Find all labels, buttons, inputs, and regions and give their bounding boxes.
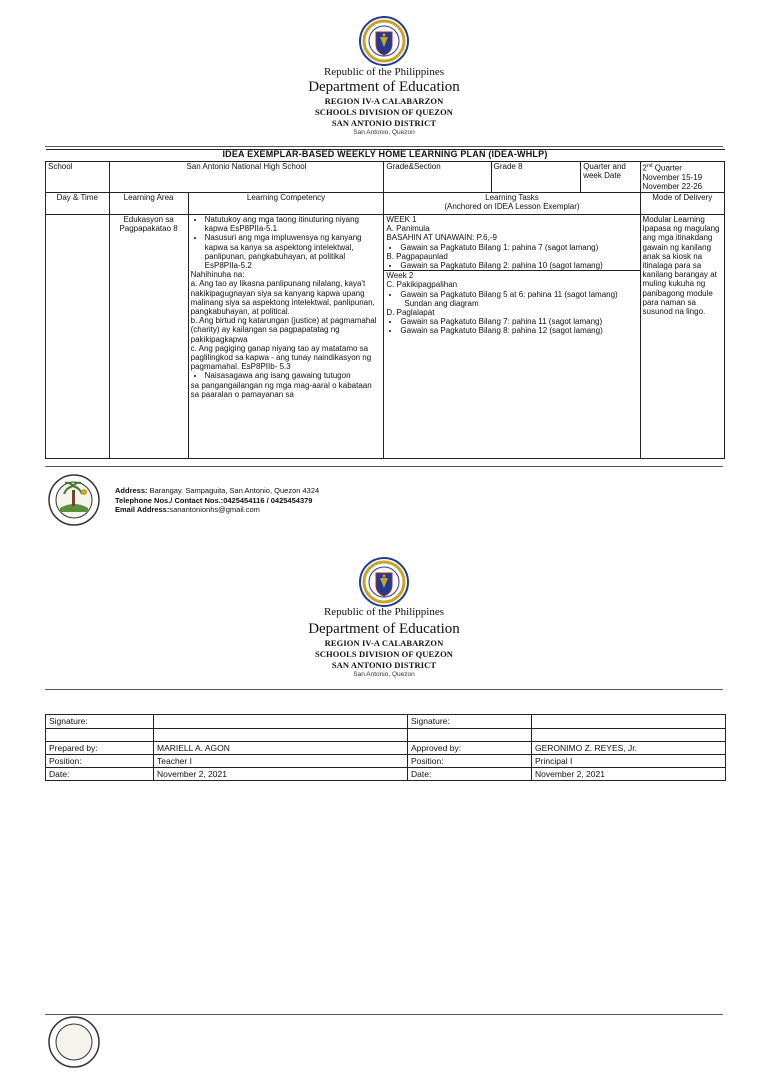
competency-cell: • Natutukoy ang mga taong itinuturing niyang kapwa EsP8PIIa-5.1 • Nasusuri ang mga impluwensya ng kanyang kapwa sa kanya sa aspektong intelektwal, panlipunan, pangkabuhayan, at politikal EsP8PIIa-5.2 Nahihinuha na: a. Ang tao ay likasna panlipunang nilalang, kaya't nakikipagugnayan siya sa kanyang kapwa upang malinang siya sa aspektong intelektwal, panlipunan, pangkabuhayan, at political. b. Ang birtud ng katarungan (justice) at pagmamahal (charity) ay kailangan sa pagpapatatag ng pakikipagkapwa c. Ang pagiging ganap niyang tao ay matatamo sa paglilingkod sa kapwa - ang tunay naindikasyon ng pagmamahal. EsP8PIIb- 5.3 • Naisasagawa ang isang gawaing tutugon sa pangangailangan ng mga mag-aaral o kabataan sa paaralan o pamayanan sa (188, 215, 384, 459)
email-line: Email Address:sanantonionhs@gmail.com (115, 505, 260, 514)
department-text: Department of Education (308, 79, 460, 95)
col-learning-competency: Learning Competency (188, 193, 384, 215)
district-text: SAN ANTONIO DISTRICT (331, 118, 437, 128)
deped-seal-icon (359, 557, 409, 607)
deped-seal-icon (359, 16, 409, 66)
mode-of-delivery-cell: Modular Learning Ipapasa ng magulang ang mga itinakdang gawain ng kanilang anak sa kiosk na itinalaga para sa kanilang barangay at muling kukuha ng panibagong module para naman sa susunod na lingo. (640, 215, 724, 459)
prepared-by-name: MARIELL A. AGON (154, 742, 408, 755)
task-item: • Gawain sa Pagkatuto Bilang 1: pahina 7 (sagot lamang) (400, 243, 637, 252)
date-label: Date: (46, 768, 154, 781)
task-item: • Gawain sa Pagkatuto Bilang 7: pahina 11 (sagot lamang) (400, 317, 637, 326)
district-text: SAN ANTONIO DISTRICT (331, 660, 437, 670)
signature-table (45, 714, 726, 781)
signature-label: Signature: (46, 715, 154, 729)
tasks-cell: WEEK 1 A. Panimula BASAHIN AT UNAWAIN: P.6,-9 • Gawain sa Pagkatuto Bilang 1: pahina 7 (sagot lamang) B. Pagpapaunlad • Gawain sa Pagkatuto Bilang 2: pahina 10 (sagot lamang) Week 2 C. Pakikipagpalihan • Gawain sa Pagkatuto Bilang 5 at 6: pahina 11 (sagot lamang) Sundan ang diagram D. Paglalapat • Gawain sa Pagkatuto Bilang 7: pahina 11 (sagot lamang) • Gawain sa Pagkatuto Bilang 8: pahina 12 (sagot lamang) (384, 215, 640, 459)
plan-title: IDEA EXEMPLAR-BASED WEEKLY HOME LEARNING PLAN (IDEA-WHLP) (46, 150, 725, 162)
republic-text: Republic of the Philippines (323, 606, 445, 618)
competency-item: • Natutukoy ang mga taong itinuturing niyang kapwa EsP8PIIa-5.1 (205, 215, 382, 233)
division-text: SCHOOLS DIVISION OF QUEZON (314, 649, 454, 659)
footer-divider (45, 466, 723, 467)
region-text: REGION IV-A CALABARZON (324, 638, 444, 648)
grade-section-value: Grade 8 (491, 162, 581, 193)
approved-by-name: GERONIMO Z. REYES, Jr. (532, 742, 726, 755)
division-text: SCHOOLS DIVISION OF QUEZON (314, 107, 454, 117)
competency-item: • Nasusuri ang mga impluwensya ng kanyang kapwa sa kanya sa aspektong intelektwal, panlipunan, pangkabuhayan, at politikal EsP8PIIa-5.2 (205, 233, 382, 270)
approved-position: Principal I (532, 755, 726, 768)
week-2-label: Week 2 (386, 271, 414, 281)
col-day-time: Day & Time (46, 193, 110, 215)
task-item: • Gawain sa Pagkatuto Bilang 2: pahina 10 (sagot lamang) (400, 261, 637, 270)
competency-item: • Naisasagawa ang isang gawaing tutugon (205, 371, 382, 380)
position-label: Position: (46, 755, 154, 768)
header-divider (45, 689, 723, 690)
approved-signature-cell (532, 715, 726, 729)
approved-date: November 2, 2021 (532, 768, 726, 781)
grade-section-label: Grade&Section (384, 162, 491, 193)
footer-divider (45, 1014, 723, 1015)
col-learning-tasks: Learning Tasks (Anchored on IDEA Lesson Exemplar) (384, 193, 640, 215)
address-line: Address: Barangay. Sampaguita, San Antonio, Quezon 4324 (115, 486, 320, 495)
quarter-week-value: 2nd Quarter November 15-19 November 22-26 (640, 162, 724, 193)
school-name: San Antonio National High School (109, 162, 384, 193)
col-mode-of-delivery: Mode of Delivery (640, 193, 724, 215)
whlp-table (45, 149, 725, 459)
prepared-by-label: Prepared by: (46, 742, 154, 755)
location-text: San Antonio, Quezon (353, 129, 415, 136)
prepared-position: Teacher I (154, 755, 408, 768)
learning-area-cell: Edukasyon sa Pagpapakatao 8 (109, 215, 188, 459)
col-learning-area: Learning Area (109, 193, 188, 215)
prepared-date: November 2, 2021 (154, 768, 408, 781)
school-seal-icon (48, 474, 100, 526)
republic-text: Republic of the Philippines (323, 66, 445, 78)
region-text: REGION IV-A CALABARZON (324, 96, 444, 106)
telephone-line: Telephone Nos./ Contact Nos.:0425454116 / 0425454379 (115, 496, 313, 505)
week-1-label: WEEK 1 (386, 215, 417, 224)
quarter-week-label: Quarter and week Date (581, 162, 640, 193)
task-item: • Gawain sa Pagkatuto Bilang 5 at 6: pahina 11 (sagot lamang) (400, 290, 637, 299)
position-label: Position: (408, 755, 532, 768)
day-time-cell (46, 215, 110, 459)
department-text: Department of Education (308, 621, 460, 637)
location-text: San Antonio, Quezon (353, 671, 415, 678)
signature-label: Signature: (408, 715, 532, 729)
approved-by-label: Approved by: (408, 742, 532, 755)
date-label: Date: (408, 768, 532, 781)
prepared-signature-cell (154, 715, 408, 729)
header-divider (45, 146, 723, 147)
task-item: • Gawain sa Pagkatuto Bilang 8: pahina 12 (sagot lamang) (400, 326, 637, 335)
school-label: School (46, 162, 110, 193)
